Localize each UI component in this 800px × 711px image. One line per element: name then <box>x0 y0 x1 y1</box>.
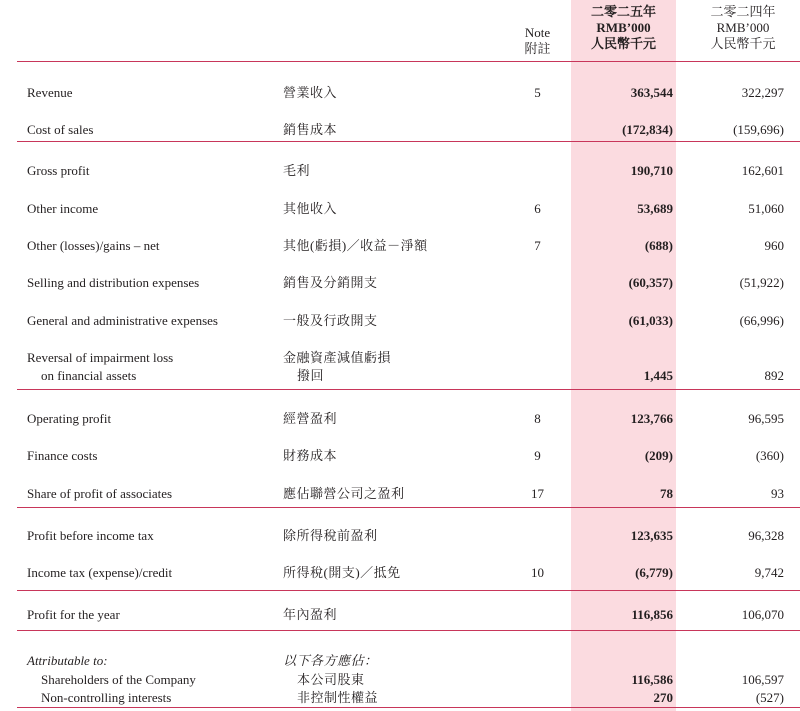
current-year-value: 1,445 <box>643 368 673 383</box>
line-item-en-continued: on financial assets <box>41 368 137 383</box>
line-item-en: Profit before income tax <box>27 528 154 543</box>
prior-year-value: 892 <box>764 368 784 383</box>
prior-year-value: 106,070 <box>741 607 784 622</box>
line-item-zh: 非控制性權益 <box>297 690 379 705</box>
prior-year-unit-zh: 人民幣千元 <box>710 36 776 51</box>
prior-year-value: (159,696) <box>733 122 784 137</box>
line-item-zh: 銷售及分銷開支 <box>283 275 378 290</box>
table-row <box>0 199 800 219</box>
current-year-value: 190,710 <box>630 163 673 178</box>
prior-year-value: 322,297 <box>741 85 784 100</box>
line-item-en: Shareholders of the Company <box>41 672 196 687</box>
table-row <box>0 484 800 504</box>
line-item-zh: 毛利 <box>283 163 311 178</box>
note-header-zh: 附註 <box>524 41 551 56</box>
line-item-en: Reversal of impairment loss <box>27 350 174 365</box>
table-row <box>0 605 800 625</box>
table-row <box>0 161 800 181</box>
current-year-value: 123,635 <box>630 528 673 543</box>
current-year-value: (172,834) <box>622 122 673 137</box>
attributable-heading-en: Attributable to: <box>27 653 108 668</box>
table-row <box>0 120 800 140</box>
line-item-zh: 營業收入 <box>283 85 338 100</box>
line-item-zh: 經營盈利 <box>283 411 338 426</box>
current-year-value: (61,033) <box>628 313 673 328</box>
prior-year-value: 162,601 <box>741 163 784 178</box>
attributable-heading-zh: 以下各方應佔： <box>283 653 378 668</box>
divider-rule <box>17 389 800 390</box>
line-item-zh: 財務成本 <box>283 448 338 463</box>
line-item-zh: 其他(虧損)／收益－淨額 <box>283 238 428 253</box>
table-row <box>0 446 800 466</box>
line-item-zh-continued: 撥回 <box>297 368 325 383</box>
table-row <box>0 688 800 708</box>
line-item-zh: 除所得稅前盈利 <box>283 528 378 543</box>
current-year-unit: RMB’000 <box>596 20 651 35</box>
current-year-value: 78 <box>660 486 673 501</box>
note-header-en: Note <box>524 25 551 40</box>
line-item-zh: 一般及行政開支 <box>283 313 378 328</box>
line-item-zh: 所得稅(開支)／抵免 <box>283 565 401 580</box>
prior-year-value: (66,996) <box>739 313 784 328</box>
line-item-en: Cost of sales <box>27 122 94 137</box>
line-item-en: Finance costs <box>27 448 98 463</box>
note-ref: 9 <box>534 448 541 463</box>
prior-year-value: (51,922) <box>739 275 784 290</box>
prior-year-value: 106,597 <box>741 672 784 687</box>
current-year-value: (688) <box>644 238 673 253</box>
note-ref: 5 <box>534 85 541 100</box>
line-item-en: Operating profit <box>27 411 112 426</box>
line-item-en: Gross profit <box>27 163 90 178</box>
table-row <box>0 526 800 546</box>
note-ref: 7 <box>534 238 541 253</box>
table-row <box>0 273 800 293</box>
table-row <box>0 409 800 429</box>
line-item-zh: 銷售成本 <box>283 122 338 137</box>
line-item-en: Other (losses)/gains – net <box>27 238 160 253</box>
line-item-en: Non-controlling interests <box>41 690 172 705</box>
current-year-value: 363,544 <box>630 85 673 100</box>
current-year-value: (209) <box>644 448 673 463</box>
note-ref: 10 <box>531 565 544 580</box>
table-row <box>0 348 800 368</box>
line-item-zh: 其他收入 <box>283 201 338 216</box>
table-row <box>0 236 800 256</box>
current-year-value: 53,689 <box>637 201 673 216</box>
table-row <box>0 311 800 331</box>
current-year-value: (6,779) <box>635 565 673 580</box>
line-item-zh: 金融資產減值虧損 <box>283 350 392 365</box>
current-year-value: 270 <box>653 690 673 705</box>
line-item-en: Revenue <box>27 85 73 100</box>
divider-rule <box>17 630 800 631</box>
note-ref: 8 <box>534 411 541 426</box>
prior-year-value: 960 <box>764 238 784 253</box>
divider-rule <box>17 141 800 142</box>
line-item-en: General and administrative expenses <box>27 313 218 328</box>
prior-year-label: 二零二四年 <box>710 4 776 19</box>
divider-rule <box>17 507 800 508</box>
current-year-unit-zh: 人民幣千元 <box>590 36 656 51</box>
line-item-en: Income tax (expense)/credit <box>27 565 173 580</box>
table-row <box>0 670 800 690</box>
line-item-zh: 本公司股東 <box>297 672 365 687</box>
prior-year-column-header <box>686 4 800 52</box>
prior-year-value: 9,742 <box>754 565 784 580</box>
prior-year-value: (527) <box>755 690 784 705</box>
prior-year-value: 96,328 <box>748 528 784 543</box>
line-item-en: Share of profit of associates <box>27 486 173 501</box>
current-year-value: (60,357) <box>628 275 673 290</box>
prior-year-value: 93 <box>771 486 784 501</box>
note-ref: 17 <box>531 486 544 501</box>
note-ref: 6 <box>534 201 541 216</box>
prior-year-unit: RMB’000 <box>716 20 770 35</box>
note-column-header <box>510 25 565 57</box>
current-year-value: 116,586 <box>631 672 673 687</box>
table-row-continuation <box>0 366 800 386</box>
current-year-value: 123,766 <box>630 411 673 426</box>
line-item-en: Selling and distribution expenses <box>27 275 200 290</box>
prior-year-value: 96,595 <box>748 411 784 426</box>
prior-year-value: (360) <box>755 448 784 463</box>
line-item-en: Other income <box>27 201 99 216</box>
table-row <box>0 83 800 103</box>
prior-year-value: 51,060 <box>748 201 784 216</box>
line-item-zh: 應佔聯營公司之盈利 <box>283 486 405 501</box>
line-item-zh: 年內盈利 <box>283 607 338 622</box>
current-year-value: 116,856 <box>631 607 673 622</box>
divider-rule <box>17 590 800 591</box>
line-item-en: Profit for the year <box>27 607 120 622</box>
divider-rule <box>17 61 800 62</box>
table-row <box>0 563 800 583</box>
current-year-label: 二零二五年 <box>590 4 656 19</box>
current-year-column-header <box>571 4 676 52</box>
